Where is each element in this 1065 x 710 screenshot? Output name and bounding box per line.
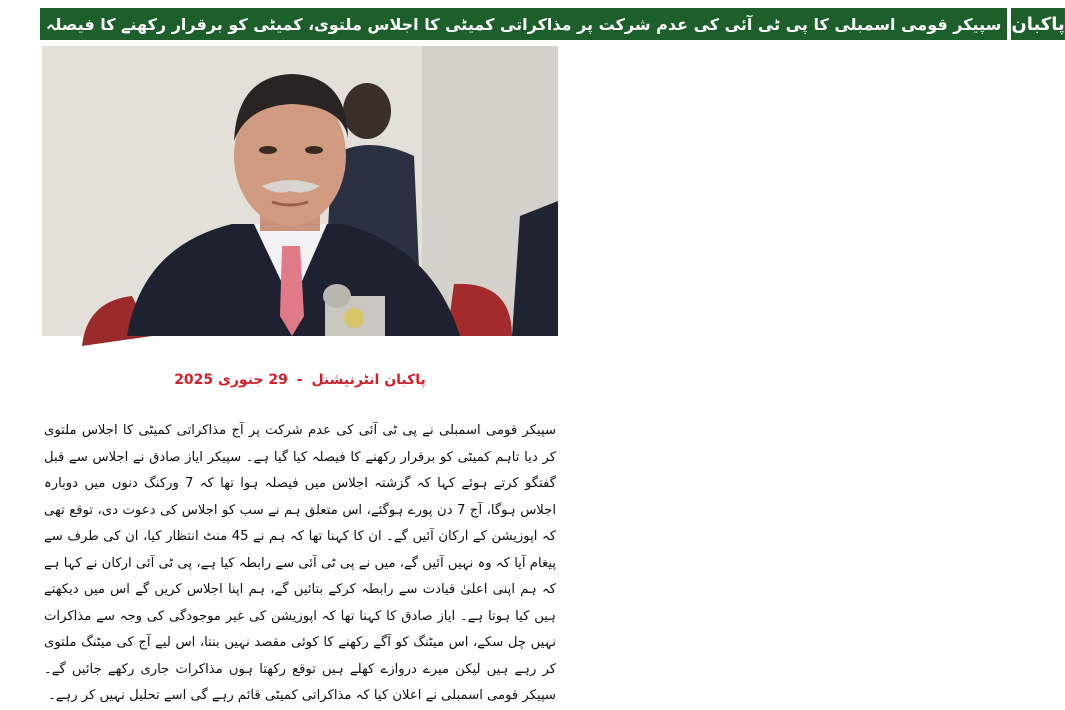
headline-banner [40, 8, 1065, 40]
speaker-portrait-image [42, 46, 558, 336]
dateline-source: پاکبان انٹرنیشنل [311, 372, 426, 388]
headline: سپیکر قومی اسمبلی کا پی ٹی آئی کی عدم شرکت پر مذاکراتی کمیٹی کا اجلاس ملتوی، کمیٹی کو برقرار رکھنے کا فیصلہ [40, 8, 1007, 40]
dateline-separator: - [296, 372, 303, 388]
article-photo [42, 46, 558, 336]
dateline [0, 372, 600, 388]
brand-label: پاکبان [1011, 8, 1064, 40]
dateline-date: 29 جنوری 2025 [174, 372, 288, 388]
article-body: سپیکر قومی اسمبلی نے پی ٹی آئی کی عدم شرکت پر آج مذاکراتی کمیٹی کا اجلاس ملتوی کر دیا تاہم کمیٹی کو برقرار رکھنے کا فیصلہ کیا گیا ہے۔ سپیکر ایاز صادق نے اجلاس سے قبل گفتگو کرتے ہوئے کہا کہ گزشتہ اجلاس میں فیصلہ ہوا تھا کہ 7 ورکنگ دنوں میں دوبارہ اجلاس ہوگا، آج 7 دن پورے ہوگئے، اس متعلق ہم نے سب کو اجلاس کی دعوت دی، توقع تھی کہ اپوزیشن کے ارکان آئیں گے۔ ان کا کہنا تھا کہ ہم نے 45 منٹ انتظار کیا، ان کی طرف سے پیغام آیا کہ وہ نہیں آئیں گے، میں نے پی ٹی آئی سے رابطہ کیا ہے، پی ٹی آئی ارکان نے کہا ہے کہ ہم اپنی اعلیٰ قیادت سے رابطہ کرکے بتائیں گے، ہم اپنا اجلاس کریں گے اس میں دیکھتے ہیں کیا ہوتا ہے۔ ایاز صادق کا کہنا تھا کہ اپوزیشن کی غیر موجودگی کی وجہ سے مذاکرات نہیں چل سکے، اس میٹنگ کو آگے رکھنے کا کوئی مقصد نہیں بنتا، اس لیے آج کی میٹنگ ملتوی کر رہے ہیں لیکن میرے دروازے کھلے ہیں توقع رکھتا ہوں مذاکرات جاری رکھے جائیں گے۔ سپیکر قومی اسمبلی نے اعلان کیا کہ مذاکراتی کمیٹی قائم رہے گی اسے تحلیل نہیں کر رہے۔ [44, 423, 556, 703]
